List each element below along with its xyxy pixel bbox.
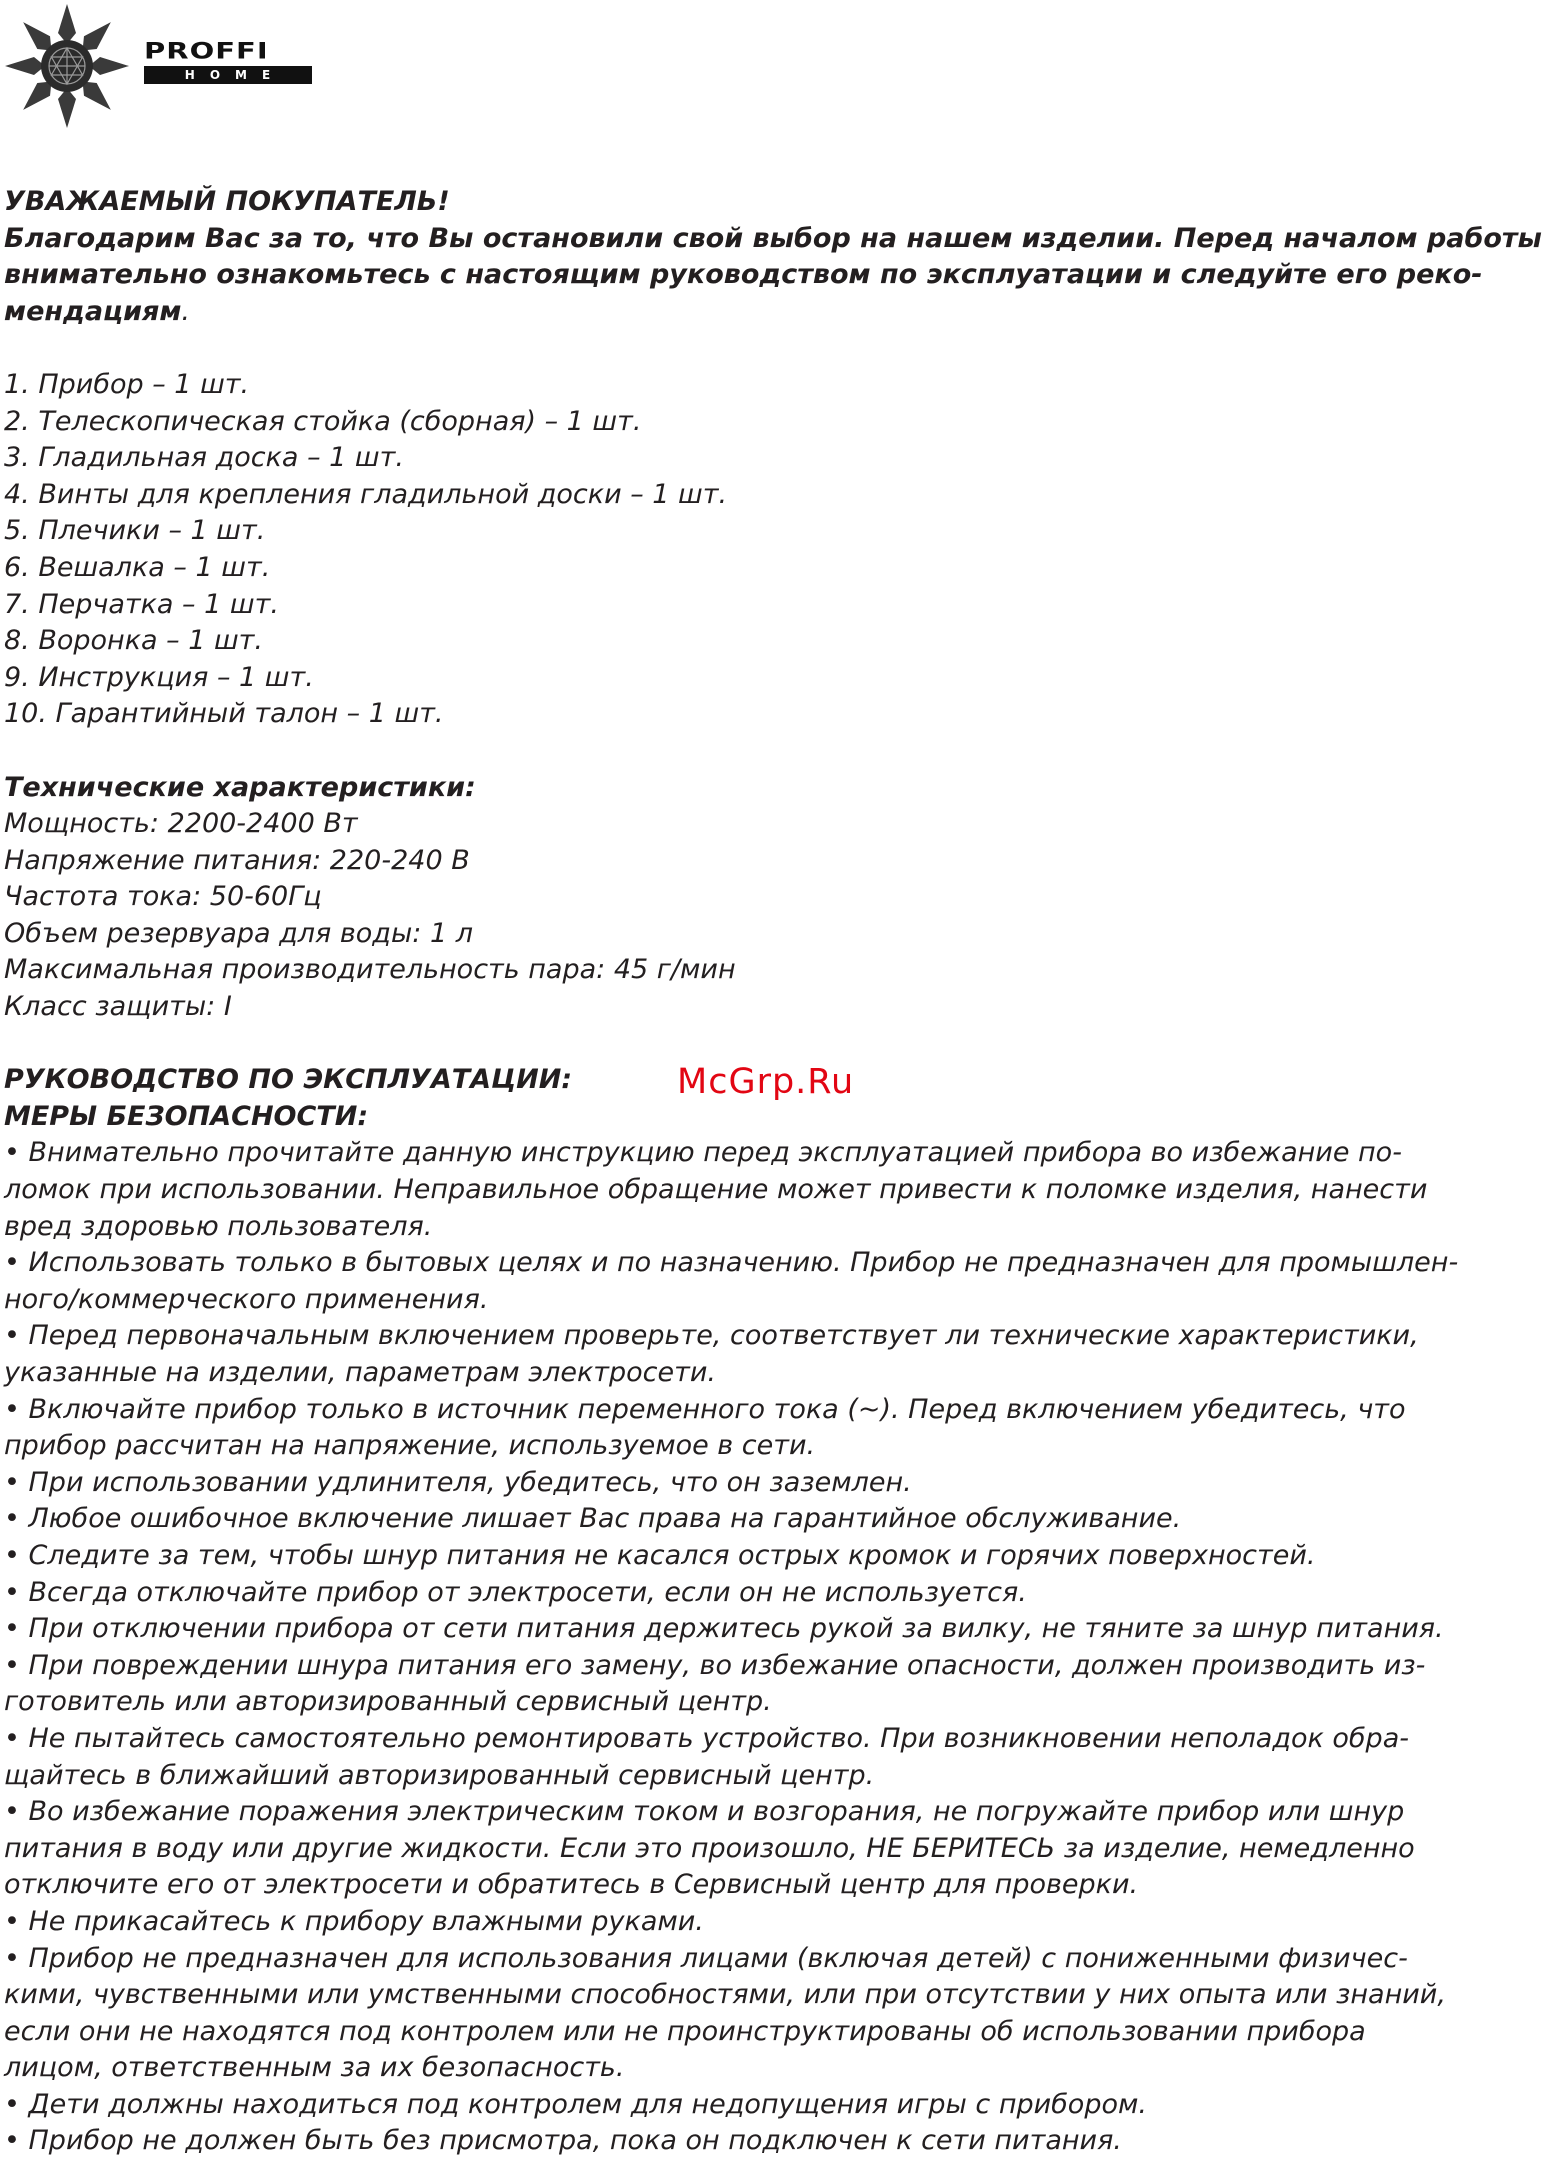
spec-line: Напряжение питания: 220-240 В bbox=[4, 844, 470, 876]
safety-line: ного/коммерческого применения. bbox=[4, 1283, 489, 1315]
safety-line: • Не пытайтесь самостоятельно ремонтировать устройство. При возникновении неполадок обра- bbox=[4, 1722, 1409, 1754]
safety-line: • Во избежание поражения электрическим током и возгорания, не погружайте прибор или шнур bbox=[4, 1796, 1405, 1828]
manual-title: РУКОВОДСТВО ПО ЭКСПЛУАТАЦИИ: bbox=[4, 1064, 573, 1096]
list-item: 5. Плечики – 1 шт. bbox=[4, 515, 266, 547]
safety-line: готовитель или авторизированный сервисный центр. bbox=[4, 1686, 772, 1718]
safety-line: отключите его от электросети и обратитесь в Сервисный центр для проверки. bbox=[4, 1869, 1139, 1901]
list-item: 6. Вешалка – 1 шт. bbox=[4, 551, 271, 583]
safety-line: щайтесь в ближайший авторизированный сервисный центр. bbox=[4, 1759, 875, 1791]
spec-line: Максимальная производительность пара: 45 г/мин bbox=[4, 954, 736, 986]
safety-line: • Прибор не предназначен для использования лицами (включая детей) с пониженными физичес- bbox=[4, 1942, 1408, 1974]
safety-line: питания в воду или другие жидкости. Если это произошло, НЕ БЕРИТЕСЬ за изделие, немедленно bbox=[4, 1832, 1415, 1864]
list-item: 9. Инструкция – 1 шт. bbox=[4, 661, 314, 693]
safety-line: указанные на изделии, параметрам электросети. bbox=[4, 1357, 716, 1388]
list-item: 7. Перчатка – 1 шт. bbox=[4, 588, 279, 620]
manual-section bbox=[4, 1062, 1544, 2160]
greeting-section bbox=[4, 184, 1544, 330]
brand-name: PROFFI bbox=[144, 37, 269, 64]
safety-line: прибор рассчитан на напряжение, используемое в сети. bbox=[4, 1430, 816, 1462]
greeting-line-last bbox=[4, 294, 1544, 331]
spec-line: Частота тока: 50-60Гц bbox=[4, 881, 322, 913]
greeting-title: УВАЖАЕМЫЙ ПОКУПАТЕЛЬ! bbox=[4, 186, 450, 217]
brand-wordmark bbox=[144, 38, 312, 84]
list-item: 2. Телескопическая стойка (сборная) – 1 шт. bbox=[4, 405, 642, 437]
safety-line: • При использовании удлинителя, убедитесь, что он заземлен. bbox=[4, 1466, 912, 1498]
safety-line: • Внимательно прочитайте данную инструкцию перед эксплуатацией прибора во избежание по- bbox=[4, 1137, 1402, 1169]
safety-line: • При повреждении шнура питания его замену, во избежание опасности, должен производить из- bbox=[4, 1649, 1426, 1681]
greeting-line: Благодарим Вас за то, что Вы остановили свой выбор на нашем изделии. Перед началом работы bbox=[4, 222, 1542, 254]
specs-section bbox=[4, 770, 1544, 1026]
package-list bbox=[4, 367, 1544, 733]
safety-line: • Включайте прибор только в источник переменного тока (~). Перед включением убедитесь, что bbox=[4, 1393, 1406, 1425]
brand-subname: HOME bbox=[144, 66, 312, 84]
brand-logo bbox=[0, 0, 320, 132]
safety-line: • При отключении прибора от сети питания держитесь рукой за вилку, не тяните за шнур питания. bbox=[4, 1613, 1444, 1645]
star-logo-icon bbox=[0, 0, 134, 132]
safety-line: • Всегда отключайте прибор от электросети, если он не используется. bbox=[4, 1576, 1027, 1608]
greeting-line: внимательно ознакомьтесь с настоящим руководством по эксплуатации и следуйте его реко- bbox=[4, 259, 1483, 291]
safety-line: кими, чувственными или умственными способностями, или при отсутствии у них опыта или знаний, bbox=[4, 1979, 1446, 2011]
safety-line: если они не находятся под контролем или не проинструктированы об использовании прибора bbox=[4, 2015, 1366, 2047]
list-item: 4. Винты для крепления гладильной доски – 1 шт. bbox=[4, 478, 728, 510]
list-item: 3. Гладильная доска – 1 шт. bbox=[4, 442, 404, 474]
spec-line: Класс защиты: I bbox=[4, 991, 232, 1023]
safety-line: • Дети должны находиться под контролем для недопущения игры с прибором. bbox=[4, 2088, 1147, 2120]
spec-line: Мощность: 2200-2400 Вт bbox=[4, 808, 358, 840]
list-item: 1. Прибор – 1 шт. bbox=[4, 368, 250, 400]
safety-line: • Любое ошибочное включение лишает Вас права на гарантийное обслуживание. bbox=[4, 1503, 1182, 1535]
safety-line: • Перед первоначальным включением проверьте, соответствует ли технические характеристики, bbox=[4, 1320, 1419, 1352]
specs-title: Технические характеристики: bbox=[4, 771, 476, 803]
safety-line: лицом, ответственным за их безопасность. bbox=[4, 2052, 625, 2084]
safety-line: • Прибор не должен быть без присмотра, пока он подключен к сети питания. bbox=[4, 2125, 1122, 2157]
safety-line: • Следите за тем, чтобы шнур питания не касался острых кромок и горячих поверхностей. bbox=[4, 1539, 1316, 1571]
greeting-line-tail: . bbox=[181, 295, 190, 327]
spec-line: Объем резервуара для воды: 1 л bbox=[4, 917, 473, 949]
safety-line: • Не прикасайтесь к прибору влажными руками. bbox=[4, 1905, 704, 1937]
greeting-line-text: мендациям bbox=[4, 295, 182, 327]
document-body bbox=[4, 184, 1544, 2160]
watermark-link[interactable]: McGrp.Ru bbox=[677, 1062, 855, 1102]
list-item: 10. Гарантийный талон – 1 шт. bbox=[4, 698, 444, 730]
safety-title: МЕРЫ БЕЗОПАСНОСТИ: bbox=[4, 1100, 369, 1132]
safety-line: ломок при использовании. Неправильное обращение может привести к поломке изделия, нанести bbox=[4, 1174, 1428, 1206]
safety-line: вред здоровью пользователя. bbox=[4, 1210, 433, 1242]
list-item: 8. Воронка – 1 шт. bbox=[4, 625, 263, 657]
safety-line: • Использовать только в бытовых целях и по назначению. Прибор не предназначен для промышлен- bbox=[4, 1247, 1459, 1279]
